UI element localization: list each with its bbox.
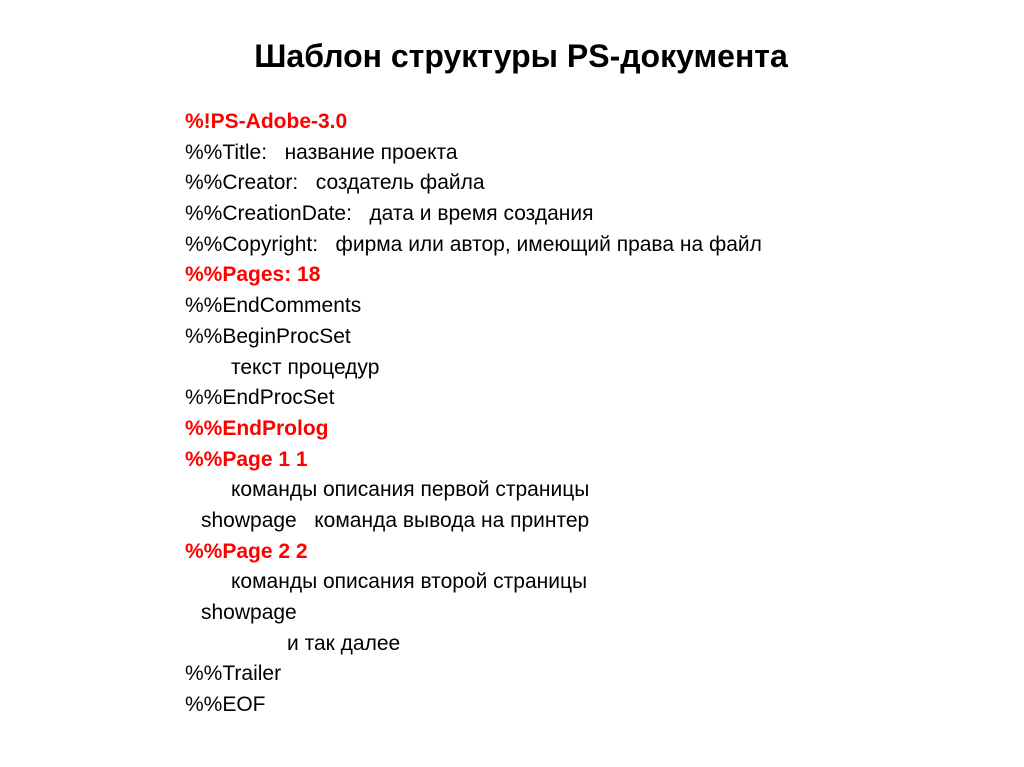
slide-title: Шаблон структуры PS-документа [254, 38, 788, 74]
line-creator: %%Creator: создатель файла [185, 171, 485, 195]
line-and-so-on: и так далее [287, 631, 401, 655]
line-eof: %%EOF [185, 693, 266, 717]
line-page-2: %%Page 2 2 [185, 539, 308, 563]
line-copyright: %%Copyright: фирма или автор, имеющий права на файл [185, 232, 762, 256]
line-page-2-commands: команды описания второй страницы [231, 570, 588, 594]
line-title: %%Title: название проекта [185, 140, 458, 164]
line-showpage-1: showpage команда вывода на принтер [201, 508, 590, 532]
line-page-1-commands: команды описания первой страницы [231, 478, 590, 502]
line-page-1: %%Page 1 1 [185, 447, 308, 471]
line-creation-date: %%CreationDate: дата и время создания [185, 202, 594, 226]
line-ps-adobe-header: %!PS-Adobe-3.0 [185, 110, 348, 133]
line-showpage-2: showpage [201, 601, 297, 624]
line-procedures-text: текст процедур [231, 355, 380, 379]
ps-structure-listing [185, 107, 1005, 721]
line-pages: %%Pages: 18 [185, 263, 321, 287]
line-end-procset: %%EndProcSet [185, 386, 335, 410]
line-end-comments: %%EndComments [185, 294, 362, 318]
line-begin-procset: %%BeginProcSet [185, 324, 351, 348]
line-trailer: %%Trailer [185, 662, 282, 686]
line-end-prolog: %%EndProlog [185, 416, 329, 440]
